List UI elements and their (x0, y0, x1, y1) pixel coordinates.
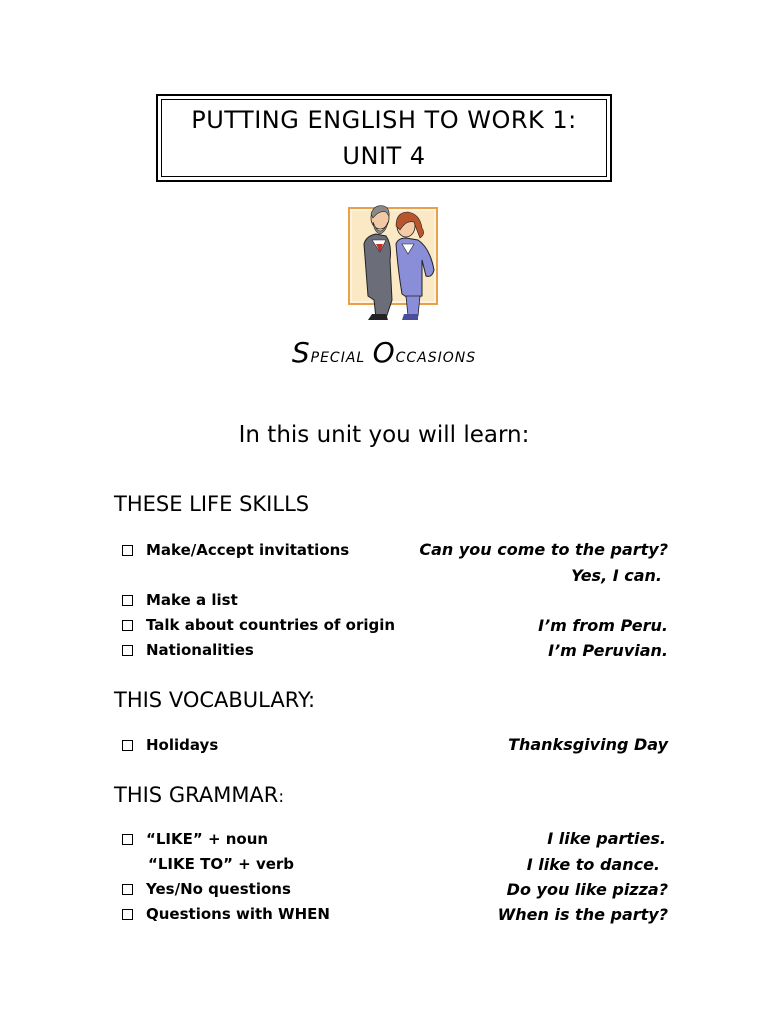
heading-word-1: pecial (310, 343, 366, 367)
example-sentence: I’m Peruvian. (548, 641, 668, 660)
heading-word-2: ccasions (395, 343, 477, 367)
vocabulary-title: THIS VOCABULARY: (114, 688, 316, 712)
item-label: Holidays (146, 736, 219, 754)
life-skill-item (122, 541, 349, 559)
life-skill-item (122, 591, 238, 609)
grammar-title (114, 783, 284, 807)
grammar-item (122, 905, 330, 923)
example-sentence: When is the party? (497, 905, 668, 924)
item-label: Talk about countries of origin (146, 616, 396, 634)
item-label: Questions with WHEN (146, 905, 330, 923)
example-sentence: Yes, I can. (571, 566, 662, 585)
heading-initial-s: S (291, 336, 311, 369)
checkbox-icon (122, 834, 133, 845)
example-sentence: I’m from Peru. (538, 616, 668, 635)
item-label: “LIKE” + noun (146, 830, 269, 848)
title-line-2: UNIT 4 (342, 142, 426, 170)
vocabulary-item (122, 736, 218, 754)
example-sentence: Thanksgiving Day (508, 735, 668, 754)
grammar-item (122, 880, 291, 898)
example-sentence: I like parties. (547, 829, 666, 848)
life-skill-item (122, 616, 395, 634)
item-label: Make/Accept invitations (146, 541, 350, 559)
item-label: Make a list (146, 591, 238, 609)
checkbox-icon (122, 740, 133, 751)
subheading: In this unit you will learn: (238, 422, 530, 448)
checkbox-icon (122, 645, 133, 656)
life-skill-item (122, 641, 254, 659)
title-inner-frame (161, 99, 607, 177)
grammar-item (122, 830, 268, 848)
title-line-1: PUTTING ENGLISH TO WORK 1: (191, 106, 577, 134)
couple-clipart-image (346, 200, 442, 324)
example-sentence: Can you come to the party? (419, 540, 668, 559)
grammar-item (148, 855, 294, 873)
grammar-title-colon: : (278, 787, 285, 807)
checkbox-icon (122, 545, 133, 556)
item-label: Nationalities (146, 641, 254, 659)
life-skills-title: THESE LIFE SKILLS (114, 492, 310, 516)
title-box (156, 94, 612, 182)
checkbox-icon (122, 884, 133, 895)
grammar-title-text: THIS GRAMMAR (114, 783, 279, 807)
checkbox-icon (122, 620, 133, 631)
example-sentence: I like to dance. (526, 855, 660, 874)
checkbox-icon (122, 909, 133, 920)
example-sentence: Do you like pizza? (506, 880, 668, 899)
item-label: “LIKE TO” + verb (148, 855, 295, 873)
unit-heading (0, 336, 768, 369)
heading-initial-o: O (372, 336, 396, 369)
item-label: Yes/No questions (146, 880, 291, 898)
checkbox-icon (122, 595, 133, 606)
